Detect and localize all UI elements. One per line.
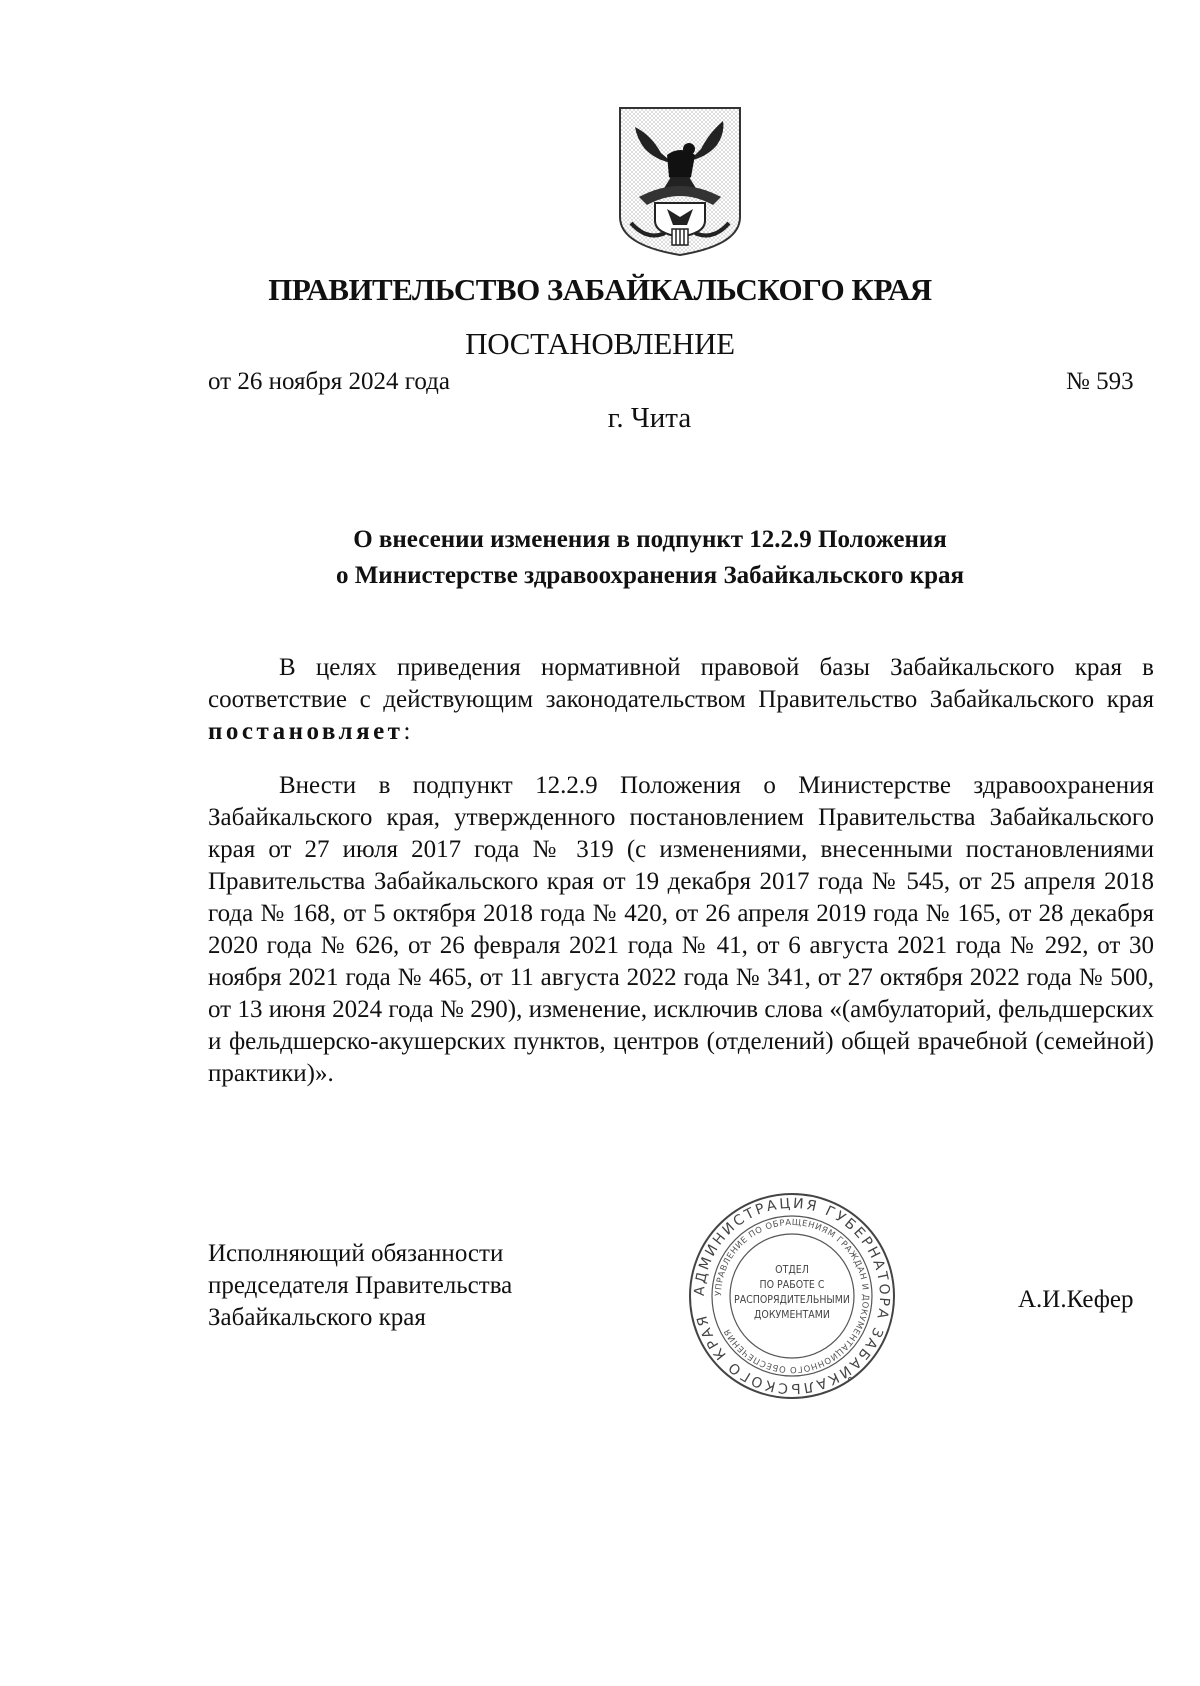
signer-name: А.И.Кефер <box>1018 1286 1134 1313</box>
document-kind: ПОСТАНОВЛЕНИЕ <box>465 326 735 361</box>
resolution-keyword: постановляет <box>208 718 404 745</box>
stamp-outer-text: АДМИНИСТРАЦИЯ ГУБЕРНАТОРА ЗАБАЙКАЛЬСКОГО КРАЯ <box>691 1195 893 1397</box>
document-city: г. Чита <box>607 402 692 434</box>
subject-line-1: О внесении изменения в подпункт 12.2.9 Положения <box>353 526 947 553</box>
signer-position <box>208 1238 512 1334</box>
coat-of-arms-emblem <box>617 105 743 257</box>
stamp-inner-line-1: ОТДЕЛ <box>775 1264 809 1276</box>
signer-position-line-3: Забайкальского края <box>208 1304 426 1331</box>
signer-position-line-1: Исполняющий обязанности <box>208 1240 504 1267</box>
office-stamp <box>688 1192 896 1400</box>
document-subject <box>250 522 1050 594</box>
preamble-paragraph <box>208 652 1154 748</box>
signer-position-line-2: председателя Правительства <box>208 1272 513 1299</box>
stamp-inner-line-2: ПО РАБОТЕ С <box>759 1279 825 1291</box>
stamp-inner-line-4: ДОКУМЕНТАМИ <box>754 1309 830 1321</box>
stamp-middle-text: УПРАВЛЕНИЕ ПО ОБРАЩЕНИЯМ ГРАЖДАН И ДОКУМЕНТАЦИОННОГО ОБЕСПЕЧЕНИЯ <box>713 1217 871 1375</box>
eagle-head <box>683 143 695 155</box>
government-name: ПРАВИТЕЛЬСТВО ЗАБАЙКАЛЬСКОГО КРАЯ <box>268 272 932 307</box>
document-number: № 593 <box>1066 368 1134 395</box>
stamp-inner-line-3: РАСПОРЯДИТЕЛЬНЫМИ <box>734 1294 850 1306</box>
preamble-colon: : <box>403 718 411 745</box>
document-date: от 26 ноября 2024 года <box>208 368 450 395</box>
subject-line-2: о Министерстве здравоохранения Забайкальского края <box>335 562 965 589</box>
amendment-paragraph: Внести в подпункт 12.2.9 Положения о Министерстве здравоохранения Забайкальского края, утвержденного постановлением Правительства Забайкальского края от 27 июля 2017 года № 319 (с изменениями, внесенными постановлениями Правительства Забайкальского края от 19 декабря 2017 года № 545, от 25 апреля 2018 года № 168, от 5 октября 2018 года № 420, от 26 апреля 2019 года № 165, от 28 декабря 2020 года № 626, от 26 февраля 2021 года № 41, от 6 августа 2021 года № 292, от 30 ноября 2021 года № 465, от 11 августа 2022 года № 341, от 27 октября 2022 года № 500, от 13 июня 2024 года № 290), изменение, исключив слова «(амбулаторий, фельдшерских и фельдшерско-акушерских пунктов, центров (отделений) общей врачебной (семейной) практики)». <box>208 772 1154 1087</box>
preamble-text: В целях приведения нормативной правовой базы Забайкальского края в соответствие с действующим законодательством Правительство Забайкальского края <box>208 654 1154 713</box>
